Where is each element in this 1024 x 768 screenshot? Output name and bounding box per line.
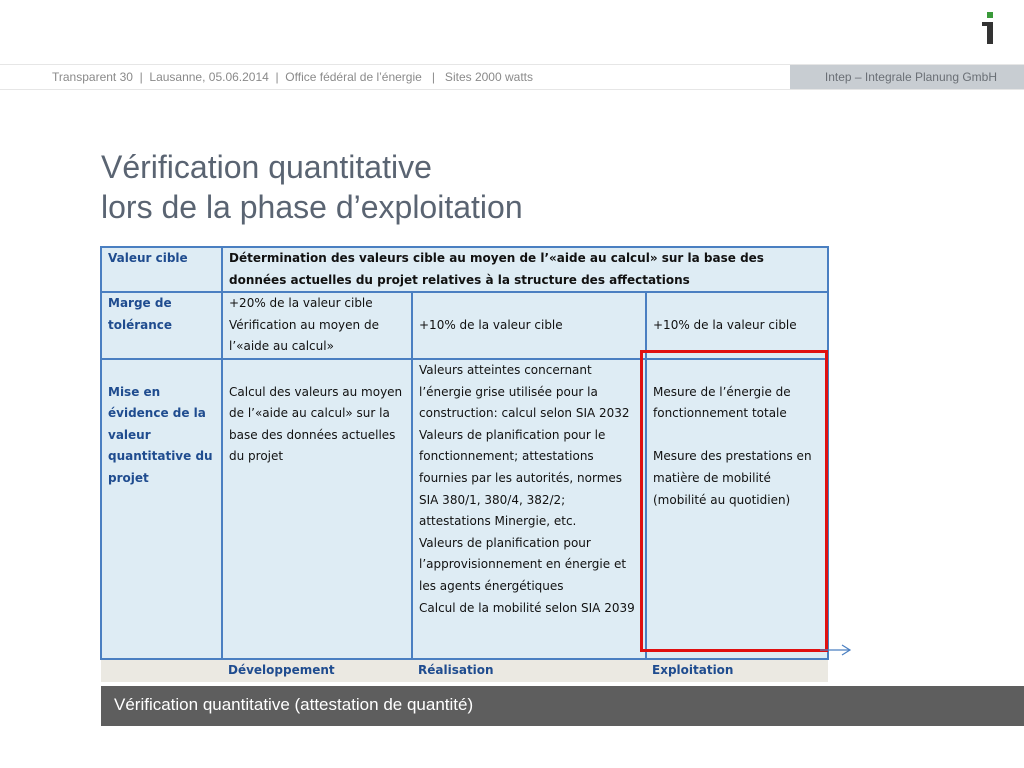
- realisation-item: Valeurs atteintes concernant l’énergie grise utilisée pour la construction: calcul selon SIA 2032: [419, 362, 630, 421]
- title-line-1: Vérification quantitative: [101, 149, 432, 185]
- row-target-value: [101, 247, 828, 292]
- realisation-item: Valeurs de planification pour le fonctionnement; attestations fournies par les autorités, normes SIA 380/1, 380/4, 382/2; attestations Minergie, etc.: [419, 427, 623, 529]
- title-line-2: lors de la phase d’exploitation: [101, 189, 523, 225]
- slide-header: [0, 64, 1024, 90]
- tolerance-exploitation: +10% de la valeur cible: [646, 292, 828, 359]
- evidence-development-text: Calcul des valeurs au moyen de l’«aide au calcul» sur la base des données actuelles du projet: [229, 384, 403, 464]
- evidence-realisation: [412, 359, 646, 659]
- target-value-content: Détermination des valeurs cible au moyen de l’«aide au calcul» sur la base des données actuelles du projet relatives à la structure des affectations: [222, 247, 828, 292]
- tolerance-development: +20% de la valeur cible Vérification au moyen de l’«aide au calcul»: [222, 292, 412, 359]
- label-evidence-text: Mise en évidence de la valeur quantitative du projet: [108, 384, 213, 485]
- timeline-arrow-icon: [820, 643, 852, 657]
- label-tolerance: Marge de tolérance: [101, 292, 222, 359]
- slide-title: [101, 147, 523, 227]
- exploitation-item: Mesure de l’énergie de fonctionnement totale: [653, 384, 791, 421]
- phase-realisation: Réalisation: [412, 659, 646, 682]
- row-tolerance: [101, 292, 828, 359]
- label-target-value: Valeur cible: [101, 247, 222, 292]
- caption-bar: Vérification quantitative (attestation de quantité): [101, 686, 1024, 726]
- exploitation-item: Mesure des prestations en matière de mobilité (mobilité au quotidien): [653, 449, 812, 507]
- evidence-exploitation: [646, 359, 828, 659]
- tolerance-realisation: +10% de la valeur cible: [412, 292, 646, 359]
- evidence-development: [222, 359, 412, 659]
- row-evidence: [101, 359, 828, 659]
- label-evidence: [101, 359, 222, 659]
- header-meta: Transparent 30 | Lausanne, 05.06.2014 | Office fédéral de l’énergie | Sites 2000 watts: [52, 70, 533, 84]
- phase-row: [101, 659, 828, 682]
- header-company: Intep – Integrale Planung GmbH: [790, 65, 1024, 89]
- phase-development: Développement: [222, 659, 412, 682]
- realisation-item: Calcul de la mobilité selon SIA 2039: [419, 600, 635, 615]
- verification-table: [100, 246, 829, 682]
- realisation-item: Valeurs de planification pour l’approvisionnement en énergie et les agents énergétiques: [419, 535, 627, 593]
- phase-empty: [101, 659, 222, 682]
- intep-logo-icon: [984, 12, 998, 48]
- phase-exploitation: Exploitation: [646, 659, 828, 682]
